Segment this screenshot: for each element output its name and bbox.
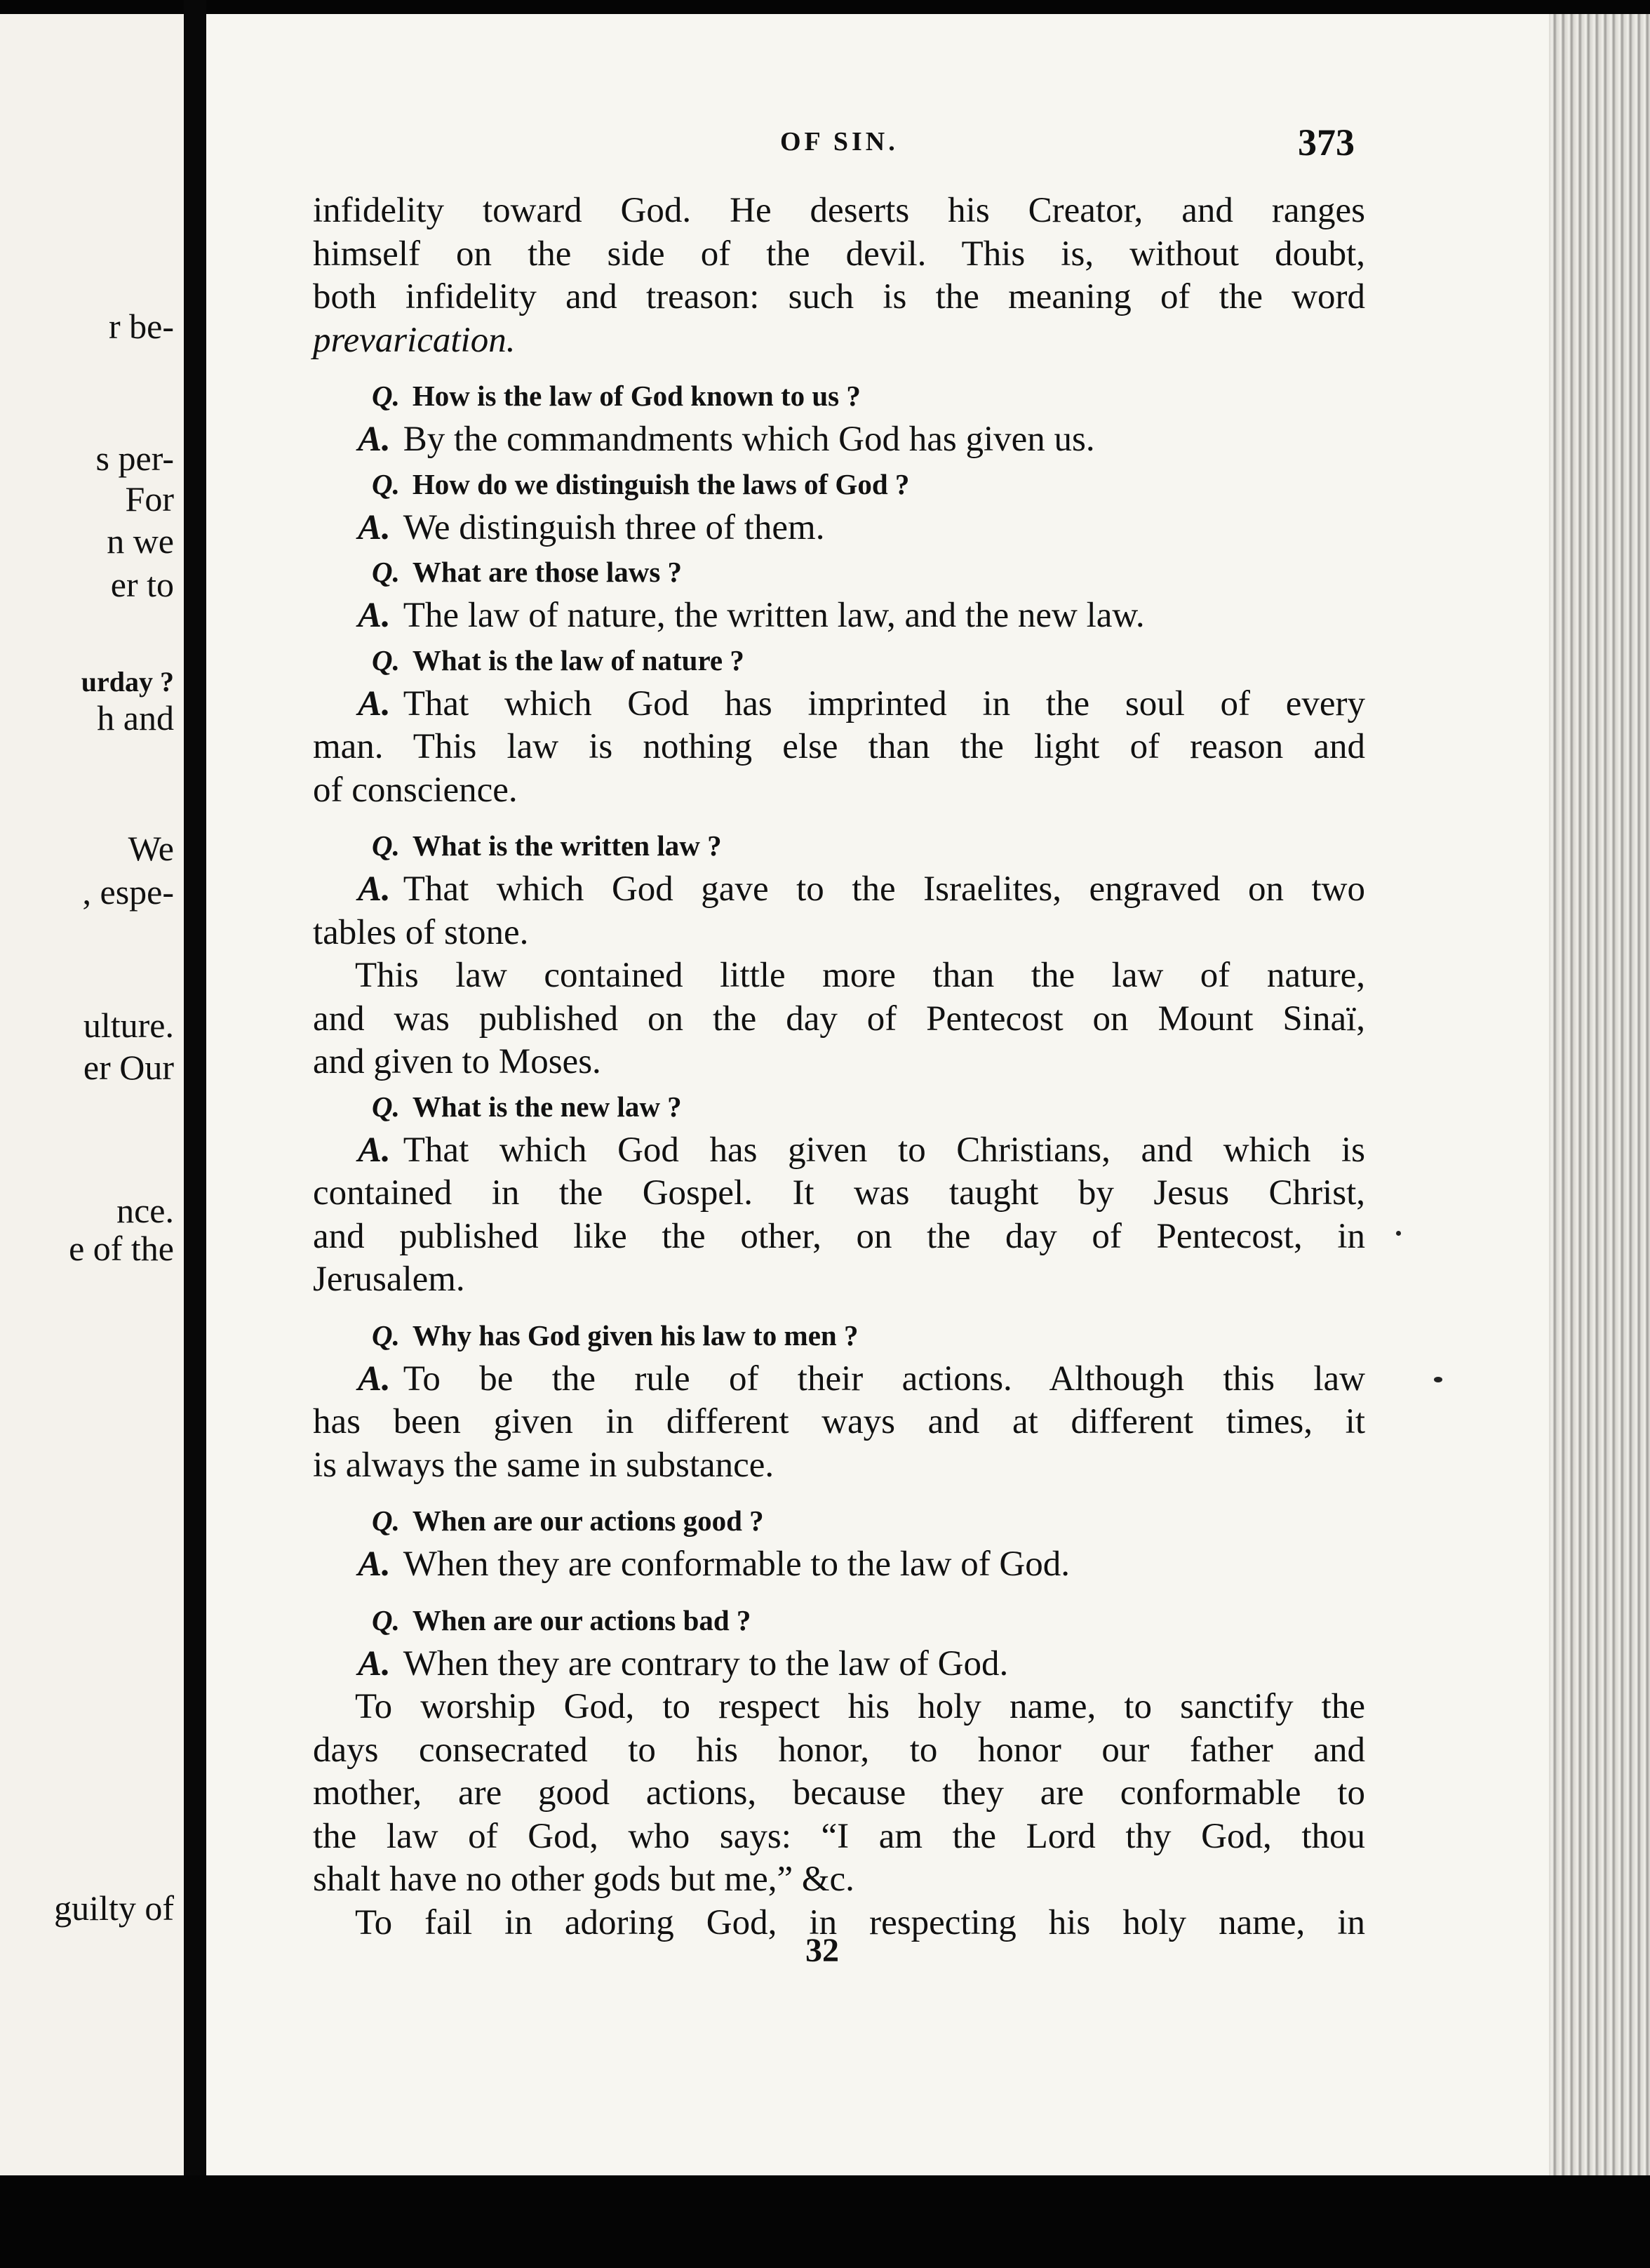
facing-page-fragment: er Our	[83, 1048, 174, 1087]
body-line: Jerusalem.	[313, 1260, 465, 1299]
question-line: Q. How do we distinguish the laws of God ?	[372, 467, 910, 500]
body-line: man. This law is nothing else than the light of reason and	[313, 727, 1365, 766]
question-line: Q. What are those laws ?	[372, 556, 683, 588]
question-line: Q. What is the written law ?	[372, 829, 722, 862]
answer-line: A. When they are conformable to the law of God.	[358, 1545, 1071, 1584]
facing-page-fragment: er to	[110, 565, 174, 604]
facing-page-fragment: nce.	[116, 1191, 174, 1230]
answer-line: A. To be the rule of their actions. Although this law	[358, 1359, 1365, 1399]
answer-line: A. That which God has imprinted in the soul of every	[358, 683, 1365, 723]
facing-page-fragment: e of the	[69, 1229, 174, 1268]
body-line: both infidelity and treason: such is the meaning of the word	[313, 277, 1365, 316]
body-line: days consecrated to his honor, to honor our father and	[313, 1730, 1365, 1770]
facing-page-fragment: guilty of	[54, 1888, 174, 1928]
question-line: Q. Why has God given his law to men ?	[372, 1319, 859, 1352]
answer-line: A. That which God has given to Christians, and which is	[358, 1130, 1365, 1170]
facing-page-fragment: For	[125, 479, 174, 519]
body-line: contained in the Gospel. It was taught by Jesus Christ,	[313, 1173, 1365, 1213]
body-line: and was published on the day of Pentecost on Mount Sinaï,	[313, 999, 1365, 1039]
facing-page-fragment: s per-	[95, 439, 174, 478]
facing-page-fragment: n we	[107, 521, 174, 561]
running-head: OF SIN.	[780, 127, 899, 156]
scan-top-border	[0, 0, 1650, 14]
page-edges	[1549, 14, 1650, 2175]
answer-line: A. By the commandments which God has given us.	[358, 420, 1095, 459]
book-gutter	[184, 0, 206, 2268]
page-body-text	[313, 189, 1365, 1945]
facing-page-left	[0, 14, 184, 2175]
page-number: 373	[1298, 121, 1355, 164]
scan-bottom-border	[0, 2175, 1650, 2268]
body-line: and given to Moses.	[313, 1042, 601, 1081]
body-line: tables of stone.	[313, 912, 529, 952]
body-line: infidelity toward God. He deserts his Creator, and ranges	[313, 191, 1365, 230]
facing-page-fragment: , espe-	[82, 872, 174, 912]
answer-line: A. When they are contrary to the law of God.	[358, 1643, 1009, 1683]
body-line: shalt have no other gods but me,” &c.	[313, 1860, 854, 1899]
answer-line: A. We distinguish three of them.	[358, 507, 825, 547]
answer-line: A. The law of nature, the written law, and the new law.	[358, 596, 1145, 635]
body-line: To fail in adoring God, in respecting his holy name, in	[355, 1902, 1365, 1942]
body-line: of conscience.	[313, 770, 518, 810]
body-line: the law of God, who says: “I am the Lord thy God, thou	[313, 1816, 1365, 1856]
ink-speck	[1434, 1377, 1442, 1382]
body-line: has been given in different ways and at different times, it	[313, 1402, 1365, 1441]
body-line: This law contained little more than the law of nature,	[355, 956, 1365, 995]
body-line: To worship God, to respect his holy name, to sanctify the	[355, 1687, 1365, 1726]
signature-mark: 32	[805, 1932, 839, 1969]
body-line: prevarication.	[313, 320, 516, 360]
question-line: Q. What is the law of nature ?	[372, 643, 744, 676]
body-line: mother, are good actions, because they are conformable to	[313, 1773, 1365, 1813]
facing-page-fragment: urday ?	[81, 666, 174, 698]
question-line: Q. How is the law of God known to us ?	[372, 380, 861, 412]
facing-page-fragment: ulture.	[83, 1006, 174, 1045]
question-line: Q. When are our actions bad ?	[372, 1603, 751, 1636]
ink-speck	[1396, 1231, 1401, 1236]
body-line: himself on the side of the devil. This is, without doubt,	[313, 234, 1365, 274]
body-line: and published like the other, on the day of Pentecost, in	[313, 1216, 1365, 1256]
facing-page-fragment: r be-	[109, 307, 174, 346]
answer-line: A. That which God gave to the Israelites, engraved on two	[358, 869, 1365, 909]
facing-page-fragment: h and	[97, 698, 174, 738]
facing-page-fragment: We	[128, 829, 174, 868]
question-line: Q. When are our actions good ?	[372, 1505, 764, 1537]
question-line: Q. What is the new law ?	[372, 1090, 682, 1123]
body-line: is always the same in substance.	[313, 1445, 774, 1485]
